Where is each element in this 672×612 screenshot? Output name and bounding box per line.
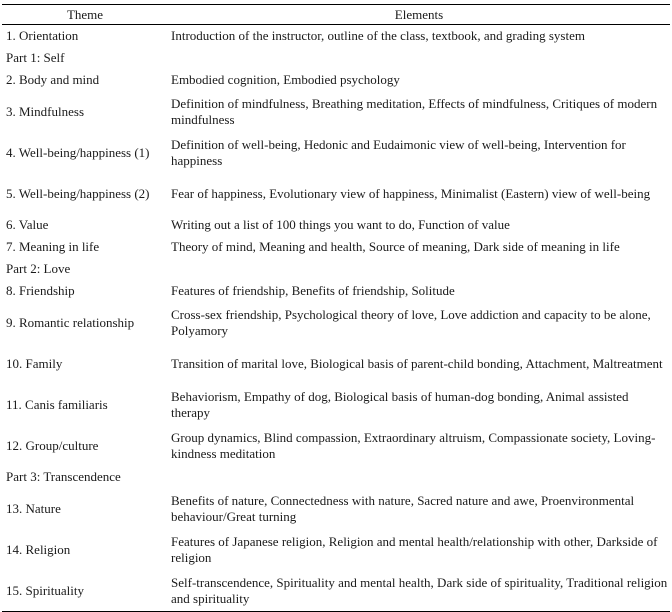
table-row [2, 69, 670, 91]
part-heading-row [2, 466, 670, 488]
theme-cell: 4. Well-being/happiness (1) [6, 144, 150, 160]
elements-cell: Embodied cognition, Embodied psychology [171, 72, 400, 87]
table-row [2, 236, 670, 258]
part-heading: Part 1: Self [6, 50, 65, 65]
elements-cell: Behaviorism, Empathy of dog, Biological basis of human-dog bonding, Animal assisted therapy [171, 388, 629, 420]
table-row [2, 384, 670, 425]
theme-cell: 13. Nature [6, 500, 61, 516]
part-heading-row [2, 47, 670, 69]
theme-cell: 9. Romantic relationship [6, 314, 135, 330]
elements-cell: Benefits of nature, Connectedness with nature, Sacred nature and awe, Proenvironmental behaviour/Great turning [171, 492, 635, 524]
table-row [2, 425, 670, 466]
table-row [2, 343, 670, 384]
part-heading: Part 3: Transcendence [6, 469, 121, 484]
table-row [2, 280, 670, 302]
theme-cell: 12. Group/culture [6, 437, 99, 453]
part-heading: Part 2: Love [6, 261, 71, 276]
elements-cell: Self-transcendence, Spirituality and mental health, Dark side of spirituality, Traditional religion and spirituality [168, 570, 670, 612]
theme-cell: 3. Mindfulness [6, 103, 84, 119]
table-row [2, 529, 670, 570]
elements-cell: Transition of marital love, Biological basis of parent-child bonding, Attachment, Maltreatment [171, 355, 663, 371]
elements-cell: Writing out a list of 100 things you want to do, Function of value [171, 217, 510, 232]
theme-cell: 8. Friendship [6, 283, 75, 298]
theme-cell: 10. Family [6, 355, 63, 371]
elements-cell: Introduction of the instructor, outline of the class, textbook, and grading system [171, 28, 585, 43]
theme-cell: 15. Spirituality [2, 570, 168, 612]
theme-cell: 14. Religion [6, 541, 71, 557]
elements-cell: Definition of mindfulness, Breathing meditation, Effects of mindfulness, Critiques of modern mindfulness [171, 95, 658, 127]
theme-cell: 11. Canis familiaris [6, 396, 108, 412]
theme-cell: 2. Body and mind [6, 72, 100, 87]
elements-cell: Theory of mind, Meaning and health, Source of meaning, Dark side of meaning in life [171, 239, 620, 254]
elements-cell: Fear of happiness, Evolutionary view of happiness, Minimalist (Eastern) view of well-being [171, 185, 651, 201]
part-heading-row [2, 258, 670, 280]
elements-cell: Definition of well-being, Hedonic and Eudaimonic view of well-being, Intervention for happiness [171, 136, 626, 168]
header-theme: Theme [2, 5, 168, 25]
table-row [2, 570, 670, 612]
theme-cell: 1. Orientation [6, 28, 79, 43]
course-themes-table [2, 4, 670, 612]
elements-cell: Features of friendship, Benefits of friendship, Solitude [171, 283, 455, 298]
table-body [2, 25, 670, 612]
table-row [2, 173, 670, 214]
elements-cell: Cross-sex friendship, Psychological theory of love, Love addiction and capacity to be alone, Polyamory [171, 306, 651, 338]
theme-cell: 7. Meaning in life [6, 239, 100, 254]
header-elements: Elements [168, 5, 670, 25]
theme-cell: 6. Value [6, 217, 49, 232]
table-header-row [2, 5, 670, 25]
elements-cell [168, 47, 670, 69]
table-row [2, 214, 670, 236]
table-row [2, 132, 670, 173]
elements-cell [168, 258, 670, 280]
table-row [2, 488, 670, 529]
table-row [2, 25, 670, 48]
theme-cell: 5. Well-being/happiness (2) [6, 185, 150, 201]
table-row [2, 91, 670, 132]
elements-cell [168, 466, 670, 488]
elements-cell: Features of Japanese religion, Religion and mental health/relationship with other, Darkside of religion [171, 533, 658, 565]
table-row [2, 302, 670, 343]
elements-cell: Group dynamics, Blind compassion, Extraordinary altruism, Compassionate society, Loving-kindness meditation [171, 429, 656, 461]
